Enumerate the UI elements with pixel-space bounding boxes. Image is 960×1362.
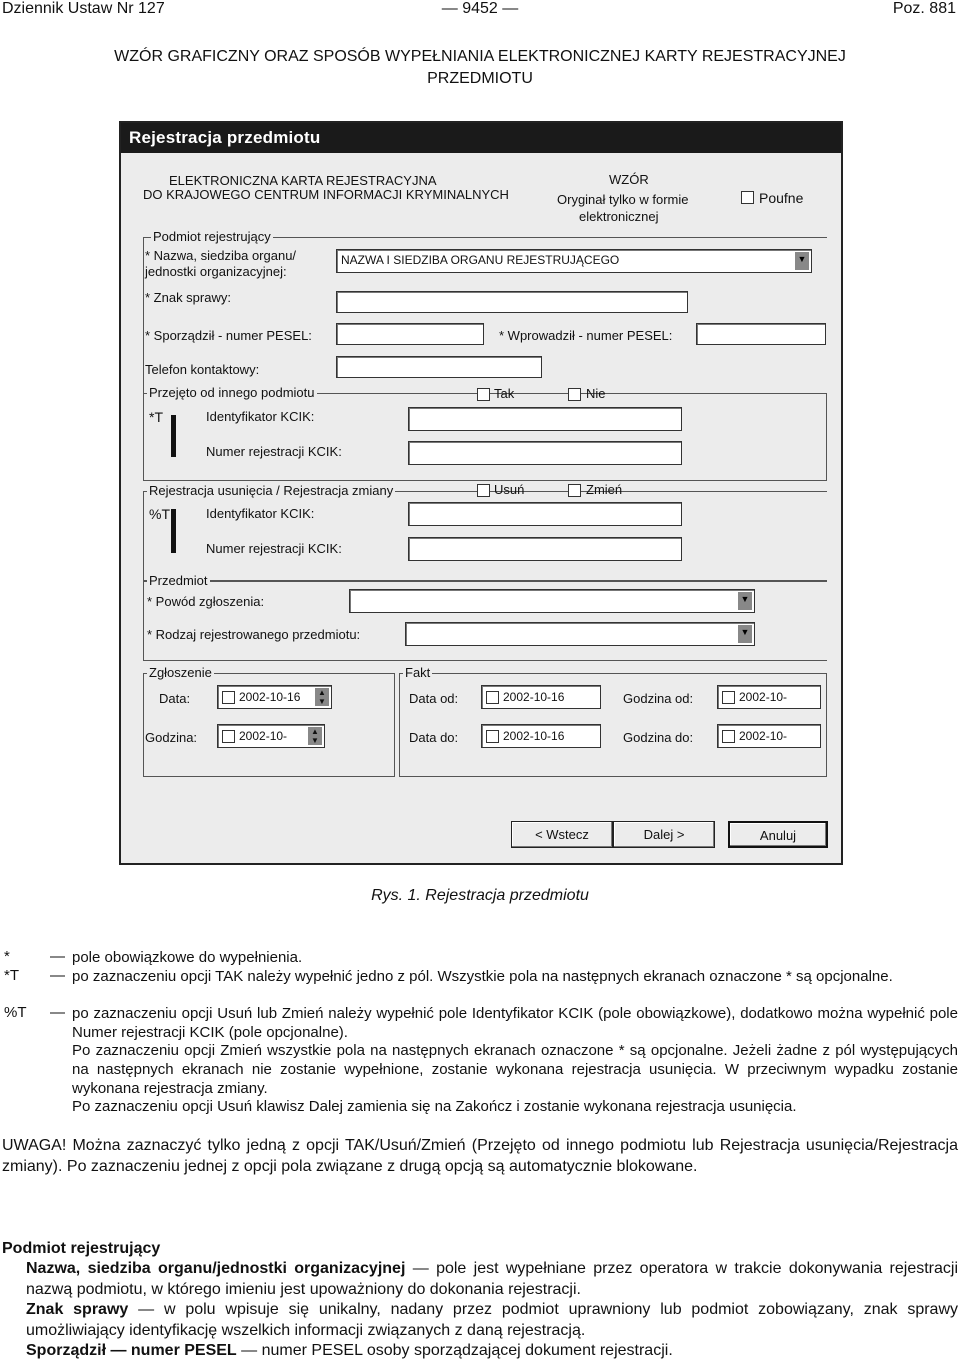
zgloszenie-godzina-picker[interactable] <box>217 724 325 748</box>
zgloszenie-data-picker[interactable] <box>217 685 332 709</box>
nie-checkbox[interactable] <box>568 388 581 401</box>
fakt-godzina-do-value: 2002-10- <box>739 729 788 743</box>
fakt-godzina-od-value: 2002-10- <box>739 690 788 704</box>
section-heading: Podmiot rejestrujący <box>2 1240 161 1257</box>
legend-symbol-1: * <box>4 948 10 965</box>
nazwa-combobox[interactable] <box>336 249 812 273</box>
section-item-1: Nazwa, siedziba organu/jednostki organizacyjnej — pole jest wypełniane przez operatora w trakcie dokonywania rejestracji nazwą podmiotu, w którego imieniu jest upoważniony do dokonania rejestracji. <box>26 1260 959 1298</box>
sporzadzil-input[interactable] <box>336 323 484 345</box>
chevron-down-icon[interactable]: ▼ <box>738 592 752 610</box>
page-number: — 9452 — <box>441 0 519 17</box>
legend-symbol-2: *T <box>4 967 19 984</box>
spinner-icon[interactable]: ▲ ▼ <box>308 727 322 745</box>
fakt-data-do-label: Data do: <box>409 730 459 745</box>
section-item-1-term: Nazwa, siedziba organu/jednostki organizacyjnej <box>26 1260 406 1277</box>
przejete-numer-input[interactable] <box>408 441 682 465</box>
position-number: Poz. 881 <box>892 0 956 17</box>
zgloszenie-godzina-label: Godzina: <box>145 730 198 745</box>
usuniecie-identyfikator-label: Identyfikator KCIK: <box>206 506 315 521</box>
wzor-sub1: Oryginał tylko w formie <box>557 192 689 207</box>
next-button[interactable]: Dalej > <box>613 821 715 848</box>
usuniecie-numer-input[interactable] <box>408 537 682 561</box>
zgloszenie-data-label: Data: <box>159 691 191 706</box>
section-item-2-term: Znak sprawy <box>26 1301 129 1318</box>
figure-caption: Rys. 1. Rejestracja przedmiotu <box>371 887 589 904</box>
fakt-godzina-od-checkbox[interactable] <box>722 691 735 704</box>
legend-text-3-para2: Po zaznaczeniu opcji Zmień wszystkie pola na następnych ekranach oznaczone * są opcjonalne. Jeżeli żadne z pól występujących na następnych ekranach nie zostanie wypełnione, zostanie wykonana rejestracja usunięcia. W przeciwnym wypadku zostanie wykonana rejestracja zmiany. <box>72 1042 958 1097</box>
fakt-godzina-do-checkbox[interactable] <box>722 730 735 743</box>
przejete-identyfikator-input[interactable] <box>408 407 682 431</box>
calendar-icon[interactable]: ▲ ▼ <box>315 688 329 706</box>
telefon-label: Telefon kontaktowy: <box>145 362 260 377</box>
fakt-data-od-label: Data od: <box>409 691 459 706</box>
nazwa-label-line1: * Nazwa, siedziba organu/ <box>145 248 297 263</box>
legend-text-2: po zaznaczeniu opcji TAK należy wypełnić jedno z pól. Wszystkie pola na następnych ekranach oznaczone * są opcjonalne. <box>72 968 893 985</box>
section-item-3-term: Sporządził — numer PESEL <box>26 1342 237 1359</box>
wprowadzil-label: * Wprowadził - numer PESEL: <box>499 328 673 343</box>
legend-text-3-para3: Po zaznaczeniu opcji Usuń klawisz Dalej zamienia się na Zakończ i zostanie wykonana rejestracja usunięcia. <box>72 1098 797 1115</box>
zmien-checkbox[interactable] <box>568 484 581 497</box>
podmiot-legend: Podmiot rejestrujący <box>153 229 271 244</box>
dialog-title: Rejestracja przedmiotu <box>129 128 321 147</box>
przejete-identyfikator-label: Identyfikator KCIK: <box>206 409 315 424</box>
nazwa-label-line2: jednostki organizacyjnej: <box>145 264 287 279</box>
registration-dialog <box>119 121 843 865</box>
usuniecie-identyfikator-input[interactable] <box>408 502 682 526</box>
legend-text-3: po zaznaczeniu opcji Usuń lub Zmień należy wypełnić pole Identyfikator KCIK (pole obowiązkowe), dodatkowo można wypełnić pole Numer rejestracji KCIK (pole opcjonalne). <box>72 1005 958 1041</box>
dialog-body <box>121 153 841 865</box>
dialog-title-bar <box>121 123 841 153</box>
section-item-1-text: pole jest wypełniane przez operatora w trakcie dokonywania rejestracji nazwą podmiotu, w którego imieniu jest upoważniony do dokonania rejestracji. <box>26 1260 959 1298</box>
legend-dash-2: — <box>50 967 65 984</box>
przejete-numer-label: Numer rejestracji KCIK: <box>206 444 342 459</box>
confidential-label: Poufne <box>759 190 804 206</box>
tak-checkbox[interactable] <box>477 388 490 401</box>
zmien-label: Zmień <box>586 482 623 497</box>
wzor-label: WZÓR <box>609 172 649 187</box>
chevron-down-icon[interactable]: ▼ <box>795 252 809 270</box>
section-item-2-text: w polu wpisuje się unikalny, nadany przez podmiot uprawniony lub podmiot zobowiązany, znak sprawy umożliwiający identyfikację wszelkich informacji związanych z daną rejestracją. <box>26 1301 959 1339</box>
legend-dash-3: — <box>50 1004 65 1021</box>
usuniecie-legend: Rejestracja usunięcia / Rejestracja zmiany <box>149 483 394 498</box>
znak-sprawy-input[interactable] <box>336 291 688 313</box>
rodzaj-combobox[interactable] <box>405 622 755 646</box>
zgloszenie-data-checkbox[interactable] <box>222 691 235 704</box>
section-item-2: Znak sprawy — w polu wpisuje się unikalny, nadany przez podmiot uprawniony lub podmiot zobowiązany, znak sprawy umożliwiający identyfikację wszelkich informacji związanych z daną rejestracją. <box>26 1301 959 1339</box>
confidential-checkbox[interactable] <box>741 191 754 204</box>
powod-label: * Powód zgłoszenia: <box>147 594 265 609</box>
usuniecie-numer-label: Numer rejestracji KCIK: <box>206 541 342 556</box>
fakt-godzina-od-label: Godzina od: <box>623 691 694 706</box>
przejete-marker: *T <box>149 409 163 425</box>
fakt-data-od-value: 2002-10-16 <box>503 690 565 704</box>
zgloszenie-data-value: 2002-10-16 <box>239 690 301 704</box>
legend-dash-1: — <box>50 948 65 965</box>
uwaga-note: UWAGA! Można zaznaczyć tylko jedną z opcji TAK/Usuń/Zmień (Przejęto od innego podmiotu lub Rejestracja usunięcia/Rejestracja zmiany). Po zaznaczeniu jednej z opcji pola związane z drugą opcją są automatycznie blokowane. <box>2 1137 958 1175</box>
fakt-godzina-do-picker[interactable] <box>717 724 821 748</box>
usuniecie-bracket <box>171 509 176 553</box>
wprowadzil-input[interactable] <box>696 323 826 345</box>
journal-name: Dziennik Ustaw Nr 127 <box>2 0 165 17</box>
cancel-button[interactable]: Anuluj <box>728 821 828 848</box>
zgloszenie-godzina-checkbox[interactable] <box>222 730 235 743</box>
zgloszenie-godzina-value: 2002-10- <box>239 729 288 743</box>
chevron-down-icon[interactable]: ▼ <box>738 625 752 643</box>
rodzaj-label: * Rodzaj rejestrowanego przedmiotu: <box>147 627 361 642</box>
fakt-data-do-checkbox[interactable] <box>486 730 499 743</box>
usun-label: Usuń <box>494 482 525 497</box>
section-item-3: Sporządził — numer PESEL — numer PESEL osoby sporządzającej dokument rejestracji. <box>26 1342 673 1359</box>
fakt-legend: Fakt <box>405 665 431 680</box>
fakt-data-do-value: 2002-10-16 <box>503 729 565 743</box>
sporzadzil-label: * Sporządził - numer PESEL: <box>145 328 312 343</box>
fakt-data-do-picker[interactable] <box>481 724 601 748</box>
wzor-sub2: elektronicznej <box>579 209 659 224</box>
przejete-legend: Przejęto od innego podmiotu <box>149 385 315 400</box>
usuniecie-marker: %T <box>149 506 170 522</box>
legend-symbol-3: %T <box>4 1004 27 1021</box>
tak-label: Tak <box>494 386 515 401</box>
card-heading-line2: DO KRAJOWEGO CENTRUM INFORMACJI KRYMINALNYCH <box>143 187 509 202</box>
przejete-bracket <box>171 415 176 457</box>
usun-checkbox[interactable] <box>477 484 490 497</box>
fakt-data-od-checkbox[interactable] <box>486 691 499 704</box>
telefon-input[interactable] <box>336 356 542 378</box>
legend-text-1: pole obowiązkowe do wypełnienia. <box>72 949 303 966</box>
znak-sprawy-label: * Znak sprawy: <box>145 290 231 305</box>
fakt-godzina-do-label: Godzina do: <box>623 730 694 745</box>
section-item-3-text: numer PESEL osoby sporządzającej dokument rejestracji. <box>261 1342 673 1359</box>
przedmiot-legend: Przedmiot <box>149 573 208 588</box>
powod-combobox[interactable] <box>349 589 755 613</box>
nie-label: Nie <box>586 386 606 401</box>
nazwa-value: NAZWA I SIEDZIBA ORGANU REJESTRUJĄCEGO <box>341 253 620 267</box>
back-button[interactable]: < Wstecz <box>511 821 613 848</box>
fakt-data-od-picker[interactable] <box>481 685 601 709</box>
document-title-line2: PRZEDMIOTU <box>427 70 533 87</box>
document-title-line1: WZÓR GRAFICZNY ORAZ SPOSÓB WYPEŁNIANIA ELEKTRONICZNEJ KARTY REJESTRACYJNEJ <box>114 48 846 65</box>
zgloszenie-legend: Zgłoszenie <box>149 665 212 680</box>
card-heading-line1: ELEKTRONICZNA KARTA REJESTRACYJNA <box>169 173 437 188</box>
fakt-godzina-od-picker[interactable] <box>717 685 821 709</box>
